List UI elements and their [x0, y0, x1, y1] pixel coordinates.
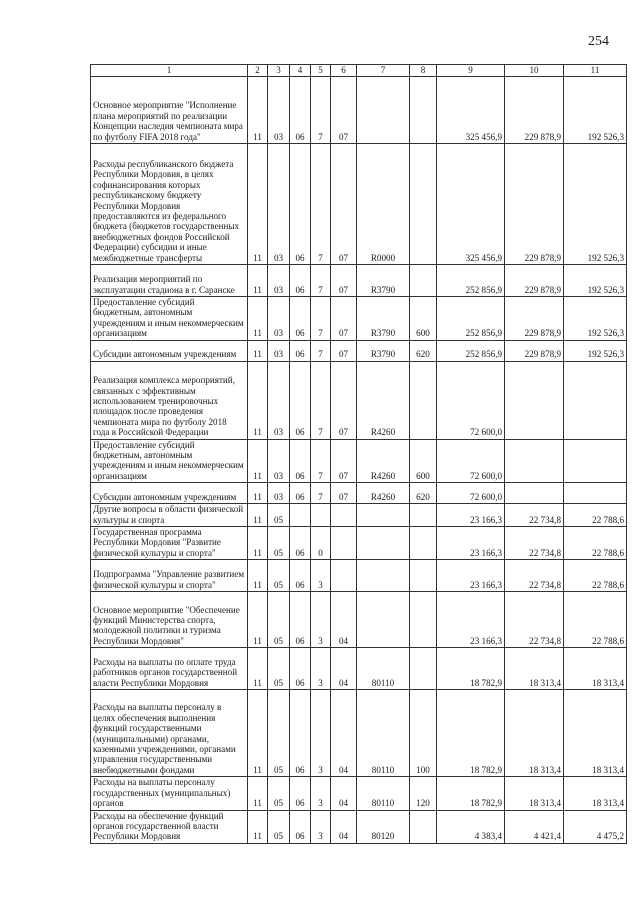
cell-subsection: 05 [268, 810, 290, 843]
cell-subprogram-code: 3 [311, 810, 331, 843]
cell-expense-type [410, 265, 437, 297]
cell-amount-2023: 22 788,6 [564, 560, 627, 592]
cell-subprogram-code: 3 [311, 648, 331, 690]
row-description: Субсидии автономным учреждениям [91, 483, 248, 504]
cell-direction-code: R4260 [357, 483, 410, 504]
cell-subsection: 05 [268, 504, 290, 527]
cell-program-code: 06 [290, 560, 311, 592]
cell-expense-type: 620 [410, 340, 437, 361]
cell-amount-2022: 22 734,8 [505, 527, 564, 560]
cell-event-code: 07 [331, 297, 357, 341]
cell-amount-2021: 72 600,0 [437, 439, 505, 483]
cell-amount-2022: 229 878,9 [505, 144, 564, 265]
cell-section: 11 [248, 560, 268, 592]
cell-expense-type: 120 [410, 777, 437, 810]
cell-amount-2021: 72 600,0 [437, 483, 505, 504]
cell-amount-2022: 229 878,9 [505, 77, 564, 144]
cell-subprogram-code: 0 [311, 527, 331, 560]
table-row [91, 810, 627, 843]
cell-subsection: 03 [268, 144, 290, 265]
cell-section: 11 [248, 439, 268, 483]
cell-subprogram-code: 3 [311, 777, 331, 810]
cell-amount-2023: 22 788,6 [564, 527, 627, 560]
cell-subsection: 05 [268, 592, 290, 648]
table-row [91, 777, 627, 810]
cell-expense-type: 600 [410, 439, 437, 483]
row-description: Расходы на выплаты персоналу в целях обеспечения выполнения функций государственными (муниципальными) органами, казенными учреждениями, органами управления государственными внебюджетными фондами [91, 690, 248, 777]
cell-subsection: 05 [268, 648, 290, 690]
cell-section: 11 [248, 77, 268, 144]
cell-subsection: 05 [268, 777, 290, 810]
cell-event-code [331, 527, 357, 560]
cell-expense-type [410, 527, 437, 560]
cell-amount-2023: 192 526,3 [564, 265, 627, 297]
row-description: Основное мероприятие "Исполнение плана мероприятий по реализации Концепции наследия чемпионата мира по футболу FIFA 2018 года" [91, 77, 248, 144]
cell-amount-2023 [564, 361, 627, 439]
column-header: 1 [91, 65, 248, 77]
cell-amount-2022: 18 313,4 [505, 648, 564, 690]
cell-amount-2022: 4 421,4 [505, 810, 564, 843]
cell-subprogram-code: 3 [311, 592, 331, 648]
cell-amount-2023: 192 526,3 [564, 340, 627, 361]
cell-amount-2023: 192 526,3 [564, 297, 627, 341]
table-row [91, 690, 627, 777]
cell-direction-code: R3790 [357, 340, 410, 361]
cell-program-code: 06 [290, 483, 311, 504]
cell-subprogram-code: 7 [311, 77, 331, 144]
cell-subprogram-code: 3 [311, 690, 331, 777]
cell-subprogram-code: 7 [311, 361, 331, 439]
cell-expense-type [410, 810, 437, 843]
cell-amount-2021: 72 600,0 [437, 361, 505, 439]
cell-amount-2021: 325 456,9 [437, 77, 505, 144]
cell-event-code: 04 [331, 592, 357, 648]
row-description: Субсидии автономным учреждениям [91, 340, 248, 361]
cell-direction-code [357, 527, 410, 560]
cell-amount-2023: 22 788,6 [564, 504, 627, 527]
row-description: Реализация мероприятий по эксплуатации стадиона в г. Саранске [91, 265, 248, 297]
cell-expense-type [410, 560, 437, 592]
cell-section: 11 [248, 777, 268, 810]
cell-expense-type [410, 361, 437, 439]
cell-amount-2021: 4 383,4 [437, 810, 505, 843]
cell-section: 11 [248, 297, 268, 341]
cell-program-code: 06 [290, 144, 311, 265]
table-row [91, 560, 627, 592]
cell-amount-2023: 18 313,4 [564, 690, 627, 777]
cell-program-code: 06 [290, 690, 311, 777]
cell-direction-code: R0000 [357, 144, 410, 265]
cell-amount-2022 [505, 439, 564, 483]
header-row [91, 65, 627, 77]
row-description: Основное мероприятие "Обеспечение функций Министерства спорта, молодежной политики и туризма Республики Мордовия" [91, 592, 248, 648]
cell-amount-2021: 18 782,9 [437, 690, 505, 777]
cell-direction-code: R4260 [357, 439, 410, 483]
cell-section: 11 [248, 690, 268, 777]
cell-program-code: 06 [290, 810, 311, 843]
cell-direction-code: R4260 [357, 361, 410, 439]
cell-event-code: 07 [331, 439, 357, 483]
cell-amount-2022: 18 313,4 [505, 690, 564, 777]
cell-direction-code: 80120 [357, 810, 410, 843]
cell-event-code: 07 [331, 265, 357, 297]
cell-direction-code [357, 504, 410, 527]
cell-amount-2022 [505, 361, 564, 439]
cell-subsection: 03 [268, 361, 290, 439]
cell-amount-2021: 252 856,9 [437, 340, 505, 361]
column-header: 6 [331, 65, 357, 77]
cell-expense-type [410, 144, 437, 265]
budget-table [90, 64, 627, 844]
cell-amount-2023: 4 475,2 [564, 810, 627, 843]
cell-amount-2023 [564, 483, 627, 504]
table-row [91, 144, 627, 265]
cell-expense-type: 100 [410, 690, 437, 777]
cell-amount-2021: 23 166,3 [437, 527, 505, 560]
table-row [91, 77, 627, 144]
cell-section: 11 [248, 592, 268, 648]
cell-program-code: 06 [290, 77, 311, 144]
cell-subprogram-code [311, 504, 331, 527]
cell-event-code: 04 [331, 810, 357, 843]
row-description: Расходы на выплаты по оплате труда работников органов государственной власти Республики Мордовия [91, 648, 248, 690]
cell-direction-code [357, 592, 410, 648]
cell-amount-2022: 229 878,9 [505, 340, 564, 361]
cell-program-code: 06 [290, 297, 311, 341]
cell-amount-2022: 22 734,8 [505, 504, 564, 527]
cell-section: 11 [248, 810, 268, 843]
cell-event-code: 07 [331, 77, 357, 144]
cell-amount-2022: 22 734,8 [505, 592, 564, 648]
cell-event-code: 07 [331, 340, 357, 361]
cell-amount-2022: 229 878,9 [505, 297, 564, 341]
table-row [91, 648, 627, 690]
cell-program-code: 06 [290, 439, 311, 483]
cell-subprogram-code: 7 [311, 144, 331, 265]
cell-direction-code [357, 560, 410, 592]
cell-expense-type [410, 77, 437, 144]
cell-direction-code: 80110 [357, 648, 410, 690]
cell-event-code: 07 [331, 144, 357, 265]
cell-event-code [331, 560, 357, 592]
cell-program-code: 06 [290, 527, 311, 560]
page-number: 254 [588, 34, 609, 49]
table-row [91, 439, 627, 483]
cell-program-code: 06 [290, 648, 311, 690]
cell-subsection: 03 [268, 77, 290, 144]
cell-amount-2021: 252 856,9 [437, 265, 505, 297]
cell-program-code: 06 [290, 361, 311, 439]
cell-amount-2023: 18 313,4 [564, 648, 627, 690]
cell-amount-2021: 23 166,3 [437, 560, 505, 592]
cell-amount-2021: 325 456,9 [437, 144, 505, 265]
row-description: Предоставление субсидий бюджетным, автономным учреждениям и иным некоммерческим организациям [91, 439, 248, 483]
cell-section: 11 [248, 361, 268, 439]
cell-program-code: 06 [290, 777, 311, 810]
cell-subsection: 05 [268, 527, 290, 560]
cell-event-code [331, 504, 357, 527]
cell-subprogram-code: 3 [311, 560, 331, 592]
cell-subprogram-code: 7 [311, 340, 331, 361]
cell-subprogram-code: 7 [311, 439, 331, 483]
column-header: 7 [357, 65, 410, 77]
cell-program-code: 06 [290, 265, 311, 297]
cell-program-code: 06 [290, 592, 311, 648]
cell-direction-code: 80110 [357, 777, 410, 810]
row-description: Расходы республиканского бюджета Республики Мордовия, в целях софинансирования которых республиканскому бюджету Республики Мордовия предоставляются из федерального бюджета (бюджетов государственных внебюджетных фондов Российской Федерации) субсидии и иные межбюджетные трансферты [91, 144, 248, 265]
column-header: 11 [564, 65, 627, 77]
table-row [91, 527, 627, 560]
cell-event-code: 07 [331, 361, 357, 439]
cell-direction-code: R3790 [357, 297, 410, 341]
cell-amount-2022: 22 734,8 [505, 560, 564, 592]
cell-section: 11 [248, 483, 268, 504]
cell-section: 11 [248, 144, 268, 265]
cell-amount-2021: 18 782,9 [437, 777, 505, 810]
row-description: Другие вопросы в области физической культуры и спорта [91, 504, 248, 527]
column-header: 2 [248, 65, 268, 77]
cell-amount-2021: 23 166,3 [437, 504, 505, 527]
cell-event-code: 04 [331, 777, 357, 810]
table-row [91, 361, 627, 439]
cell-subprogram-code: 7 [311, 265, 331, 297]
row-description: Предоставление субсидий бюджетным, автономным учреждениям и иным некоммерческим организациям [91, 297, 248, 341]
cell-amount-2022 [505, 483, 564, 504]
column-header: 8 [410, 65, 437, 77]
cell-subsection: 05 [268, 560, 290, 592]
table-row [91, 483, 627, 504]
cell-amount-2023: 192 526,3 [564, 77, 627, 144]
table-row [91, 504, 627, 527]
cell-amount-2023 [564, 439, 627, 483]
cell-section: 11 [248, 527, 268, 560]
cell-expense-type [410, 504, 437, 527]
cell-amount-2021: 23 166,3 [437, 592, 505, 648]
cell-subsection: 03 [268, 340, 290, 361]
row-description: Государственная программа Республики Мордовия "Развитие физической культуры и спорта" [91, 527, 248, 560]
cell-section: 11 [248, 265, 268, 297]
cell-event-code: 04 [331, 648, 357, 690]
column-header: 10 [505, 65, 564, 77]
cell-amount-2022: 229 878,9 [505, 265, 564, 297]
cell-subsection: 03 [268, 483, 290, 504]
cell-direction-code: 80110 [357, 690, 410, 777]
cell-program-code: 06 [290, 340, 311, 361]
row-description: Реализация комплекса мероприятий, связанных с эффективным использованием тренировочных площадок после проведения чемпионата мира по футболу 2018 года в Российской Федерации [91, 361, 248, 439]
cell-amount-2023: 22 788,6 [564, 592, 627, 648]
row-description: Расходы на выплаты персоналу государственных (муниципальных) органов [91, 777, 248, 810]
column-header: 4 [290, 65, 311, 77]
cell-amount-2021: 252 856,9 [437, 297, 505, 341]
cell-direction-code [357, 77, 410, 144]
cell-subsection: 03 [268, 297, 290, 341]
cell-section: 11 [248, 648, 268, 690]
cell-expense-type [410, 648, 437, 690]
table-row [91, 340, 627, 361]
cell-expense-type [410, 592, 437, 648]
table-row [91, 297, 627, 341]
cell-section: 11 [248, 504, 268, 527]
cell-subprogram-code: 7 [311, 297, 331, 341]
cell-amount-2021: 18 782,9 [437, 648, 505, 690]
cell-subsection: 03 [268, 265, 290, 297]
column-header: 3 [268, 65, 290, 77]
column-header: 9 [437, 65, 505, 77]
cell-program-code [290, 504, 311, 527]
row-description: Расходы на обеспечение функций органов государственной власти Республики Мордовия [91, 810, 248, 843]
cell-amount-2022: 18 313,4 [505, 777, 564, 810]
cell-subprogram-code: 7 [311, 483, 331, 504]
cell-event-code: 04 [331, 690, 357, 777]
table-row [91, 265, 627, 297]
cell-direction-code: R3790 [357, 265, 410, 297]
cell-event-code: 07 [331, 483, 357, 504]
cell-subsection: 05 [268, 690, 290, 777]
column-header: 5 [311, 65, 331, 77]
table-row [91, 592, 627, 648]
cell-expense-type: 620 [410, 483, 437, 504]
row-description: Подпрограмма "Управление развитием физической культуры и спорта" [91, 560, 248, 592]
cell-section: 11 [248, 340, 268, 361]
cell-amount-2023: 18 313,4 [564, 777, 627, 810]
cell-amount-2023: 192 526,3 [564, 144, 627, 265]
cell-subsection: 03 [268, 439, 290, 483]
cell-expense-type: 600 [410, 297, 437, 341]
